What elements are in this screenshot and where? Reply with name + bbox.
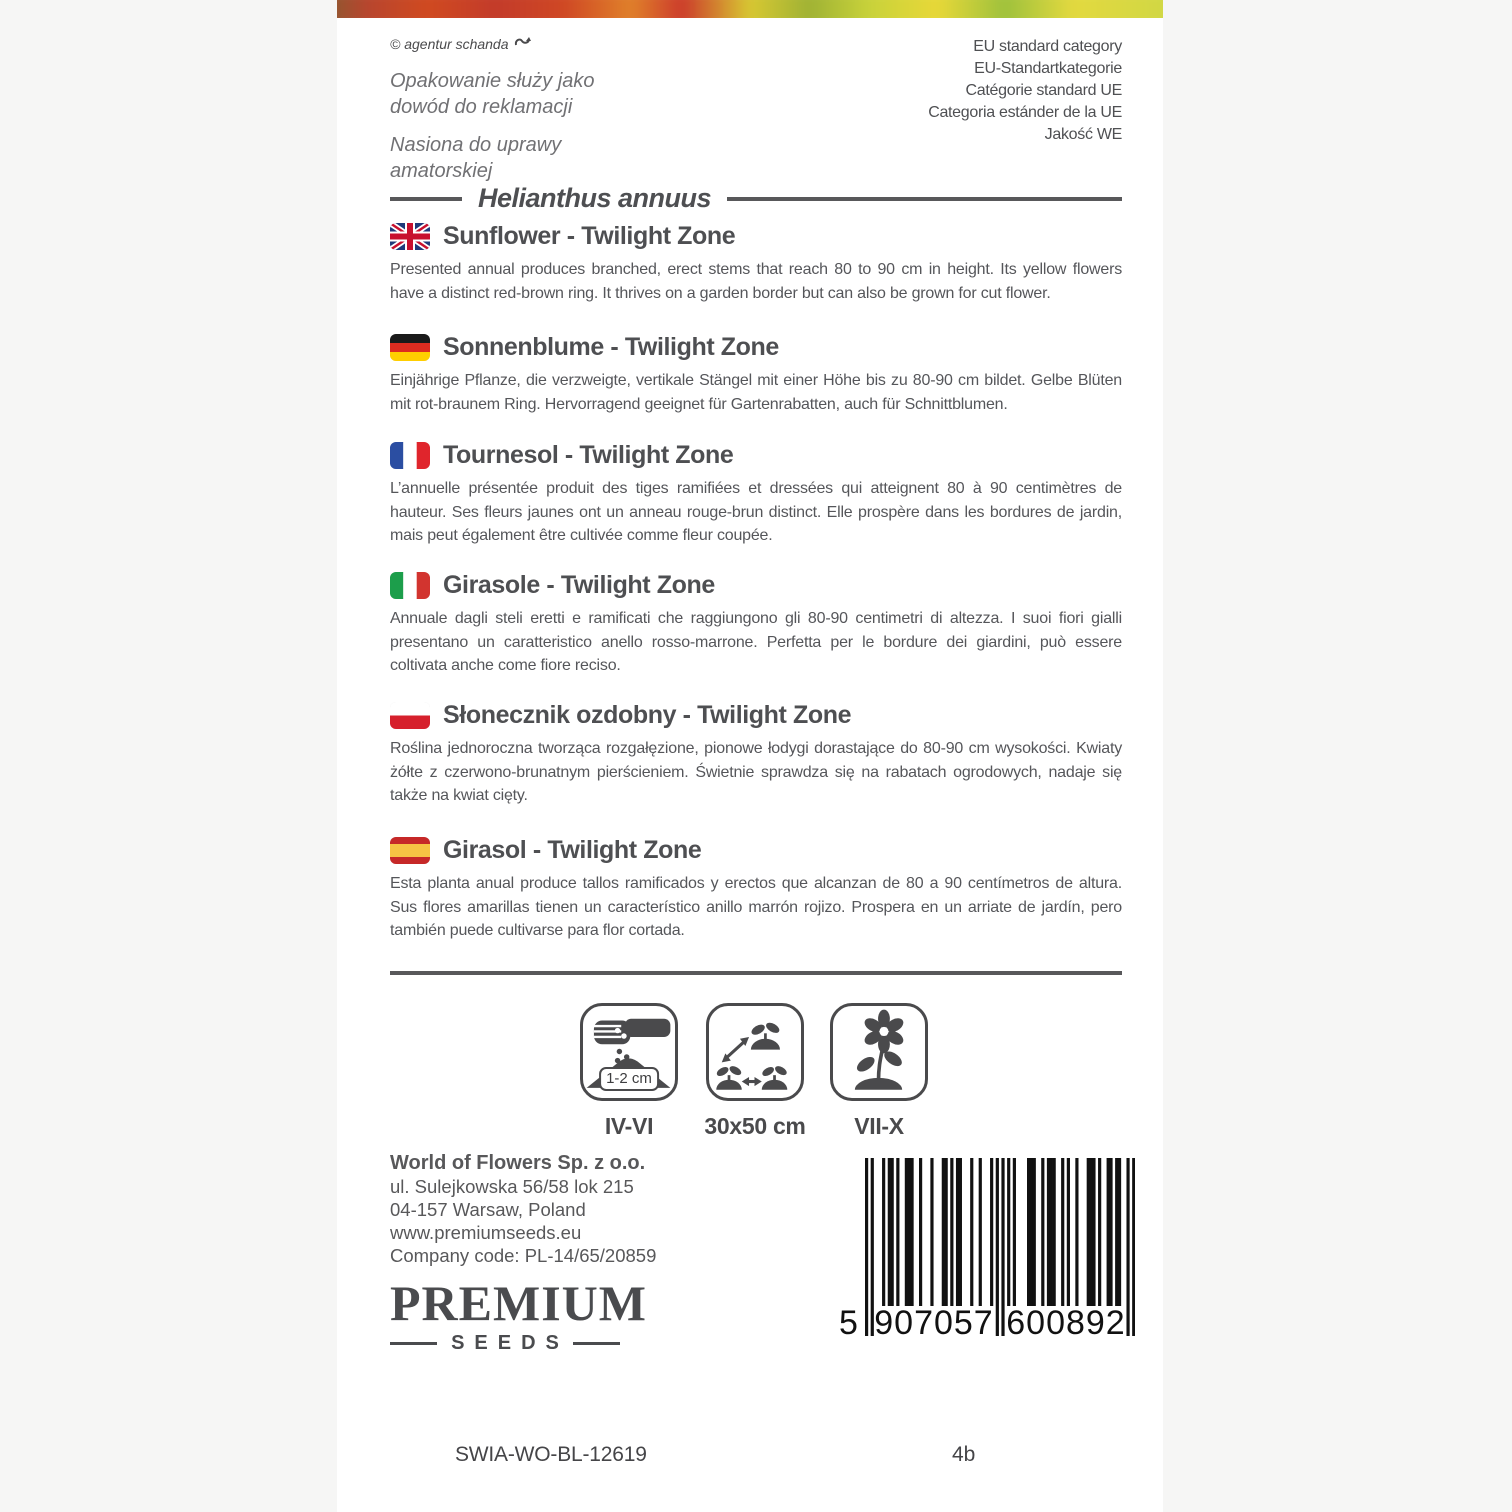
flag-spain-icon [390,837,430,864]
section-title: Tournesol - Twilight Zone [443,441,734,469]
brand-rule-right [573,1342,620,1345]
section-title: Girasol - Twilight Zone [443,836,702,864]
rule-right [727,197,1122,201]
company-code: Company code: PL-14/65/20859 [390,1245,657,1266]
batch-number: SWIA-WO-BL-12619 [455,1443,647,1466]
eu-category-pl: Jakość WE [1044,126,1122,143]
flag-germany-icon [390,334,430,361]
brand-rule-left [390,1342,437,1345]
section-spanish [390,836,1122,943]
flag-italy-icon [390,572,430,599]
barcode-first-digit: 5 [839,1304,858,1342]
premium-seeds-logo [390,1275,647,1355]
barcode-group2: 600892 [1006,1304,1126,1342]
spacing-label: 30x50 cm [704,1113,806,1139]
section-title: Sonnenblume - Twilight Zone [443,333,779,361]
company-website: www.premiumseeds.eu [390,1222,582,1243]
brand-subtitle: SEEDS [451,1332,569,1354]
flag-united-kingdom-icon [390,223,430,250]
agency-credit-text: © agentur schanda [390,36,509,52]
plant-spacing-icon [706,1003,804,1101]
section-title: Sunflower - Twilight Zone [443,222,736,250]
flowering-icon [830,1003,928,1101]
section-polish [390,701,1122,808]
rule-left [390,197,462,201]
species-header [390,183,1122,214]
eu-category-en: EU standard category [973,38,1122,55]
amateur-cultivation-note: Nasiona do uprawy amatorskiej [390,134,562,182]
eu-category-de: EU-Standartkategorie [974,60,1122,77]
sowing-period-label: IV-VI [604,1113,654,1139]
section-title: Girasole - Twilight Zone [443,571,715,599]
eu-standard-category-block [390,36,1122,146]
section-description: Roślina jednoroczna tworząca rozgałęzione, pionowe łodygi dorastające do 80-90 cm wysokości. Kwiaty żółte z czerwono-brunatnym pierścieniem. Świetnie sprawdza się na rabatach ogrodowych, nadaje się także na kwiat cięty. [390,740,1122,804]
section-description: Annuale dagli steli eretti e ramificati che raggiungono gli 80-90 centimetri di altezza. I suoi fiori gialli presentano un caratteristico anello rosso-marrone. Perfetta per le bordure dei giardini, può essere coltivata anche come fiore reciso. [390,610,1122,674]
ean13-barcode [839,1158,1135,1353]
producer-address [390,1152,656,1267]
section-divider-rule [390,971,1122,975]
brand-name: PREMIUM [390,1275,647,1331]
seed-packet-back-panel [337,0,1163,1512]
section-english [390,222,1122,305]
flag-poland-icon [390,702,430,729]
section-title: Słonecznik ozdobny - Twilight Zone [443,701,852,729]
species-latin-name: Helianthus annuus [478,183,712,213]
section-italian [390,571,1122,678]
section-description: L’annuelle présentée produit des tiges ramifiées et dressées qui atteignent 80 à 90 centimètres de hauteur. Ses fleurs jaunes ont un anneau rouge-brun distinct. Elle prospère dans les bordures de jardin, mais peut également être cultivée comme fleur coupée. [390,480,1122,544]
section-description: Presented annual produces branched, erect stems that reach 80 to 90 cm in height. Its yellow flowers have a distinct red-brown ring. It thrives on a garden border but can also be grown for cut flower. [390,261,1122,302]
flower-photo-edge [337,0,1163,18]
flowering-period-label: VII-X [854,1113,904,1139]
company-name: World of Flowers Sp. z o.o. [390,1152,646,1174]
sowing-depth-icon [580,1003,678,1101]
section-french [390,441,1122,548]
barcode-group1: 907057 [874,1304,994,1342]
eu-category-fr: Catégorie standard UE [965,82,1122,99]
section-description: Einjährige Pflanze, die verzweigte, vertikale Stängel mit einer Höhe bis zu 80-90 cm bildet. Gelbe Blüten mit rot-braunem Ring. Hervorragend geeignet für Gartenrabatten, auch für Schnittblumen. [390,372,1122,413]
company-street: ul. Sulejkowska 56/58 lok 215 [390,1176,634,1197]
proof-of-claim-note: Opakowanie służy jako dowód do reklamacji [390,70,595,118]
packet-code: 4b [952,1443,976,1466]
section-german [390,333,1122,416]
section-description: Esta planta anual produce tallos ramificados y erectos que alcanzan de 80 a 90 centímetros de altura. Sus flores amarillas tienen un característico anillo marrón rojizo. Prospera en un arriate de jardín, pero también puede cultivarse para flor cortada. [390,875,1122,939]
company-city: 04-157 Warsaw, Poland [390,1199,586,1220]
flag-france-icon [390,442,430,469]
sowing-depth-value: 1-2 cm [599,1067,659,1091]
eu-category-es: Categoria estánder de la UE [928,104,1122,121]
